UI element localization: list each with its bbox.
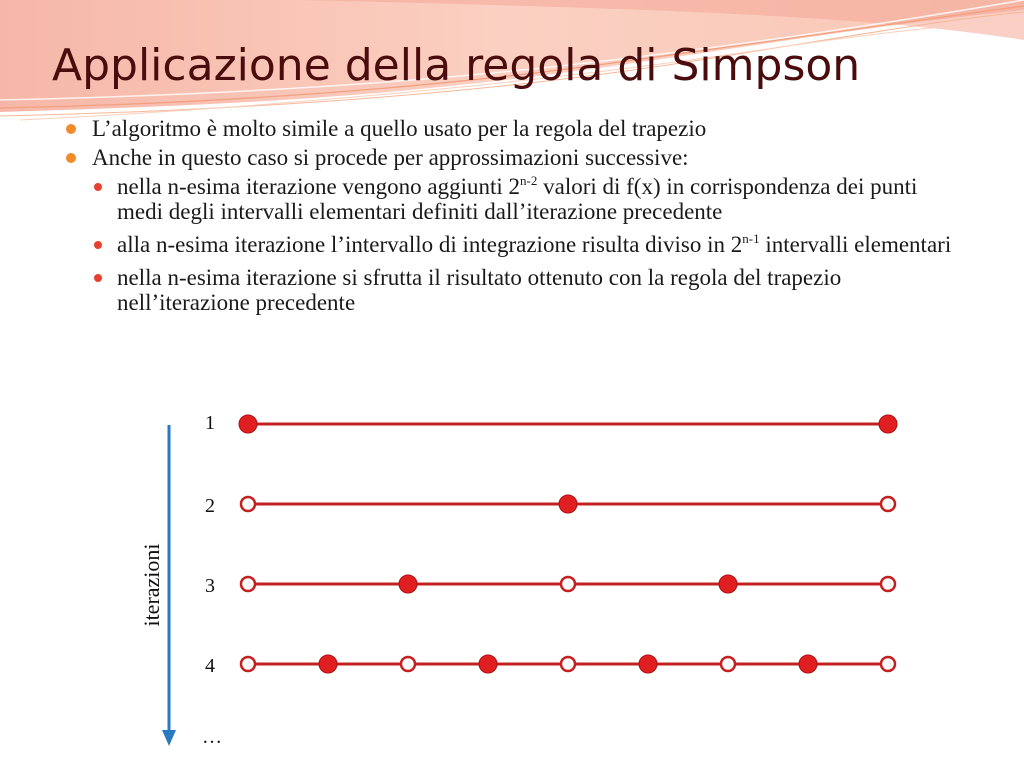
previous-point — [241, 497, 255, 511]
sub-bullet-text: nella n-esima iterazione vengono aggiunti 2 — [117, 174, 521, 199]
new-point — [879, 415, 897, 433]
new-point — [239, 415, 257, 433]
previous-point — [561, 577, 575, 591]
superscript: n-1 — [742, 231, 760, 246]
new-point — [719, 575, 737, 593]
bullet-text: L’algoritmo è molto simile a quello usato per la regola del trapezio — [92, 116, 707, 141]
previous-point — [881, 577, 895, 591]
iteration-diagram — [0, 395, 1024, 768]
bullet-item — [64, 114, 964, 143]
iteration-label-3: 3 — [205, 575, 215, 597]
axis-label-iterazioni: iterazioni — [139, 543, 164, 627]
sub-bullet-text: nella n-esima iterazione si sfrutta il risultato ottenuto con la regola del trapezio nell’iterazione precedente — [117, 265, 842, 315]
new-point — [479, 655, 497, 673]
new-point — [639, 655, 657, 673]
bullet-list — [64, 114, 964, 323]
iteration-label-4: 4 — [205, 655, 215, 677]
slide-title: Applicazione della regola di Simpson — [52, 40, 861, 91]
new-point — [799, 655, 817, 673]
previous-point — [401, 657, 415, 671]
previous-point — [561, 657, 575, 671]
previous-point — [721, 657, 735, 671]
sub-bullet-text: intervalli elementari — [759, 232, 952, 257]
bullet-text: Anche in questo caso si procede per approssimazioni successive: — [92, 145, 689, 170]
previous-point — [241, 577, 255, 591]
sub-bullet-text: alla n-esima iterazione l’intervallo di integrazione risulta diviso in 2 — [117, 232, 743, 257]
sub-bullet-item — [92, 265, 964, 315]
iteration-label-2: 2 — [205, 495, 215, 517]
superscript: n-2 — [520, 173, 538, 188]
arrow-head — [162, 730, 176, 746]
new-point — [399, 575, 417, 593]
sub-bullet-item — [92, 232, 964, 257]
bullet-item — [64, 143, 964, 315]
previous-point — [881, 657, 895, 671]
iteration-label-1: 1 — [205, 412, 215, 434]
continuation-label: … — [202, 726, 222, 748]
previous-point — [881, 497, 895, 511]
sub-bullet-text: valori di f(x) in corrispondenza dei punti medi degli intervalli elementari definiti dall’iterazione precedente — [117, 174, 918, 224]
sub-bullet-list — [92, 174, 964, 315]
new-point — [319, 655, 337, 673]
sub-bullet-item — [92, 174, 964, 224]
previous-point — [241, 657, 255, 671]
iteration-rows — [205, 412, 897, 677]
new-point — [559, 495, 577, 513]
iterations-arrow — [162, 425, 176, 746]
